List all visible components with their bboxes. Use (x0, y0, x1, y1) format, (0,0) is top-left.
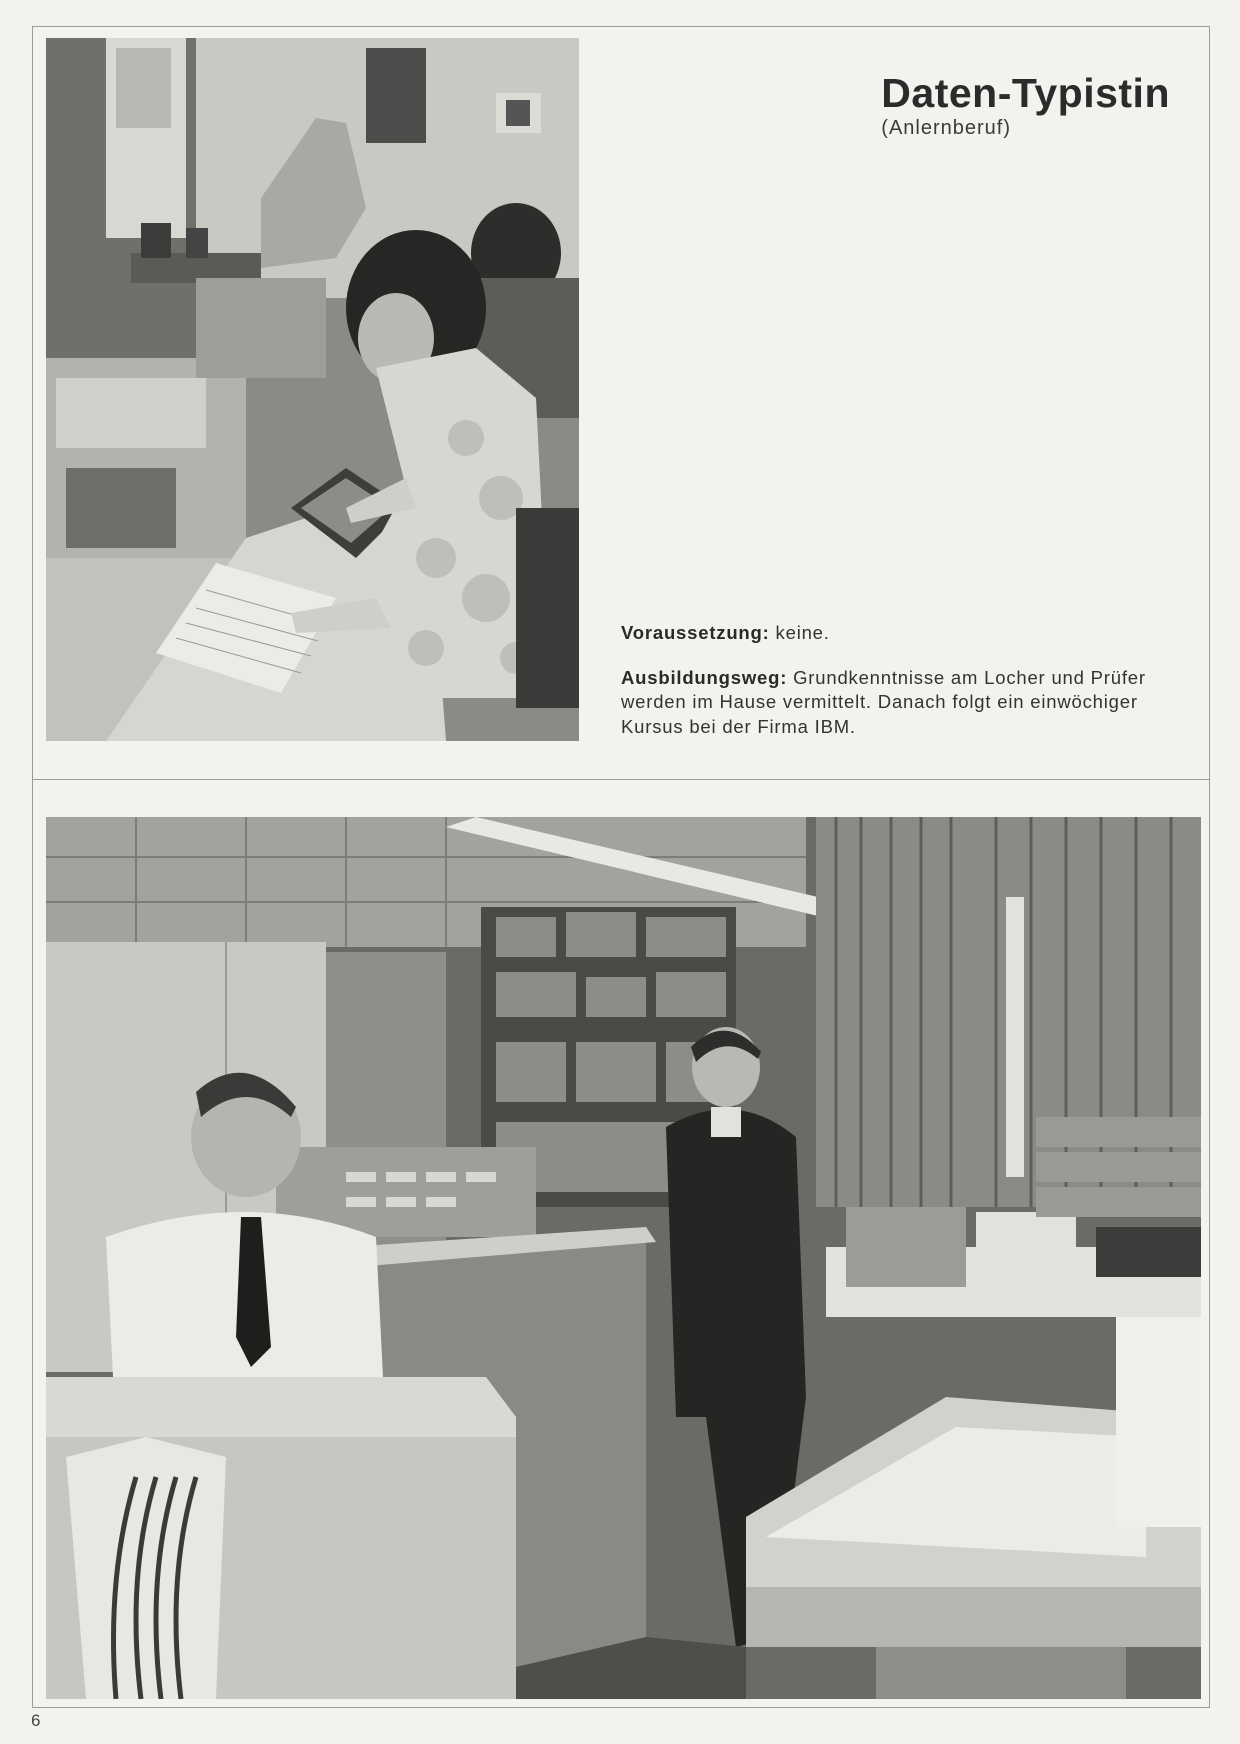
page-title: Daten-Typistin (881, 70, 1170, 116)
section-divider (32, 779, 1210, 780)
requirements-text: keine. (769, 622, 830, 643)
page-number: 6 (31, 1711, 41, 1730)
requirements-paragraph (621, 621, 1191, 646)
training-label: Ausbildungsweg: (621, 666, 788, 688)
computer-room-photo (46, 817, 1201, 1699)
page-subtitle: (Anlernberuf) (881, 117, 1012, 139)
title-block (881, 70, 1170, 140)
typist-photo (46, 38, 579, 741)
requirements-label: Voraussetzung: (621, 622, 770, 643)
description-block (621, 621, 1191, 759)
training-text: Grundkenntnisse am Locher und Prüfer werden im Hause vermittelt. Danach folgt ein einwöchiger Kursus bei der Firma IBM. (621, 666, 1146, 737)
training-paragraph (621, 666, 1191, 740)
